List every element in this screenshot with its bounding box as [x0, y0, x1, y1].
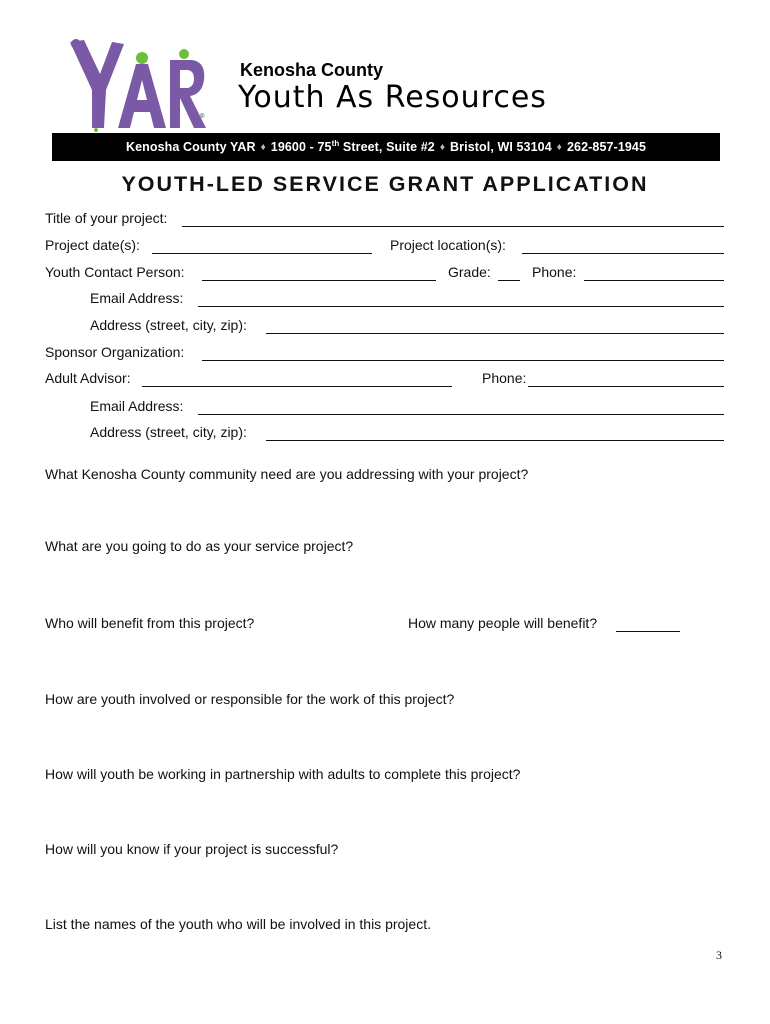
- label-grade: Grade:: [448, 264, 491, 280]
- project-dates-field[interactable]: [152, 239, 372, 254]
- separator-icon: ♦: [556, 141, 562, 153]
- sponsor-field[interactable]: [202, 346, 724, 361]
- label-adult-advisor: Adult Advisor:: [45, 370, 131, 386]
- org-name-line2: Youth As Resources: [238, 80, 547, 115]
- svg-text:®: ®: [200, 114, 205, 120]
- label-project-location: Project location(s):: [390, 237, 506, 253]
- label-youth-phone: Phone:: [532, 264, 577, 280]
- label-project-dates: Project date(s):: [45, 237, 140, 253]
- label-adult-email: Email Address:: [90, 398, 184, 414]
- label-project-title: Title of your project:: [45, 210, 168, 226]
- youth-email-field[interactable]: [198, 292, 724, 307]
- banner-street: 19600 - 75th Street, Suite #2: [270, 139, 435, 155]
- adult-address-field[interactable]: [266, 426, 724, 441]
- question-youth-involvement: How are youth involved or responsible for the work of this project?: [45, 691, 455, 707]
- separator-icon: ♦: [439, 141, 446, 153]
- project-location-field[interactable]: [522, 239, 724, 254]
- youth-address-field[interactable]: [266, 319, 724, 334]
- page-title: YOUTH-LED SERVICE GRANT APPLICATION: [121, 172, 649, 196]
- question-service-project: What are you going to do as your service project?: [45, 538, 354, 554]
- org-name-line1: Kenosha County: [240, 60, 384, 80]
- project-title-field[interactable]: [182, 212, 724, 227]
- banner-org: Kenosha County YAR: [125, 140, 256, 154]
- adult-phone-field[interactable]: [528, 372, 724, 387]
- separator-icon: ♦: [260, 141, 266, 153]
- question-youth-names: List the names of the youth who will be involved in this project.: [45, 916, 431, 932]
- label-sponsor: Sponsor Organization:: [45, 344, 185, 360]
- label-adult-phone: Phone:: [482, 370, 527, 386]
- label-adult-address: Address (street, city, zip):: [90, 424, 247, 440]
- question-community-need: What Kenosha County community need are you addressing with your project?: [45, 466, 529, 482]
- address-banner: [52, 133, 720, 161]
- question-who-benefits: Who will benefit from this project?: [45, 615, 255, 631]
- adult-email-field[interactable]: [198, 400, 724, 415]
- question-how-many-benefit: How many people will benefit?: [408, 615, 598, 631]
- question-success: How will you know if your project is successful?: [45, 841, 339, 857]
- banner-phone: 262-857-1945: [566, 140, 647, 154]
- page-number: 3: [716, 948, 722, 962]
- label-youth-email: Email Address:: [90, 290, 184, 306]
- adult-advisor-field[interactable]: [142, 372, 452, 387]
- youth-phone-field[interactable]: [584, 266, 724, 281]
- how-many-field[interactable]: [616, 617, 680, 632]
- label-youth-address: Address (street, city, zip):: [90, 317, 247, 333]
- label-youth-contact: Youth Contact Person:: [45, 264, 185, 280]
- youth-contact-field[interactable]: [202, 266, 436, 281]
- grade-field[interactable]: [498, 266, 520, 281]
- question-partnership: How will youth be working in partnership with adults to complete this project?: [45, 766, 521, 782]
- yar-logo: [66, 38, 208, 132]
- banner-city: Bristol, WI 53104: [450, 140, 552, 154]
